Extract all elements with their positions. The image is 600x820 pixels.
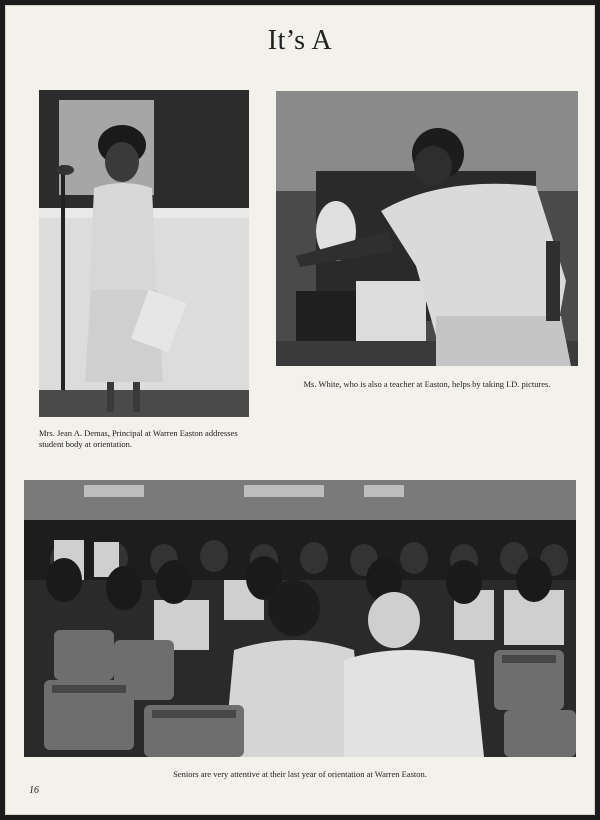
- teacher-photo: [276, 91, 578, 366]
- seniors-photo: [24, 480, 576, 757]
- principal-photo: [39, 90, 249, 417]
- page-number: 16: [29, 785, 39, 796]
- seniors-caption: Seniors are very attentive at their last year of orientation at Warren Easton.: [173, 769, 427, 779]
- page-title: It’s A: [267, 25, 333, 56]
- principal-caption: Mrs. Jean A. Demas, Principal at Warren Easton addresses student body at orientation.: [39, 428, 238, 449]
- yearbook-page: [5, 5, 595, 815]
- teacher-caption: Ms. White, who is also a teacher at Easton, helps by taking I.D. pictures.: [303, 379, 551, 389]
